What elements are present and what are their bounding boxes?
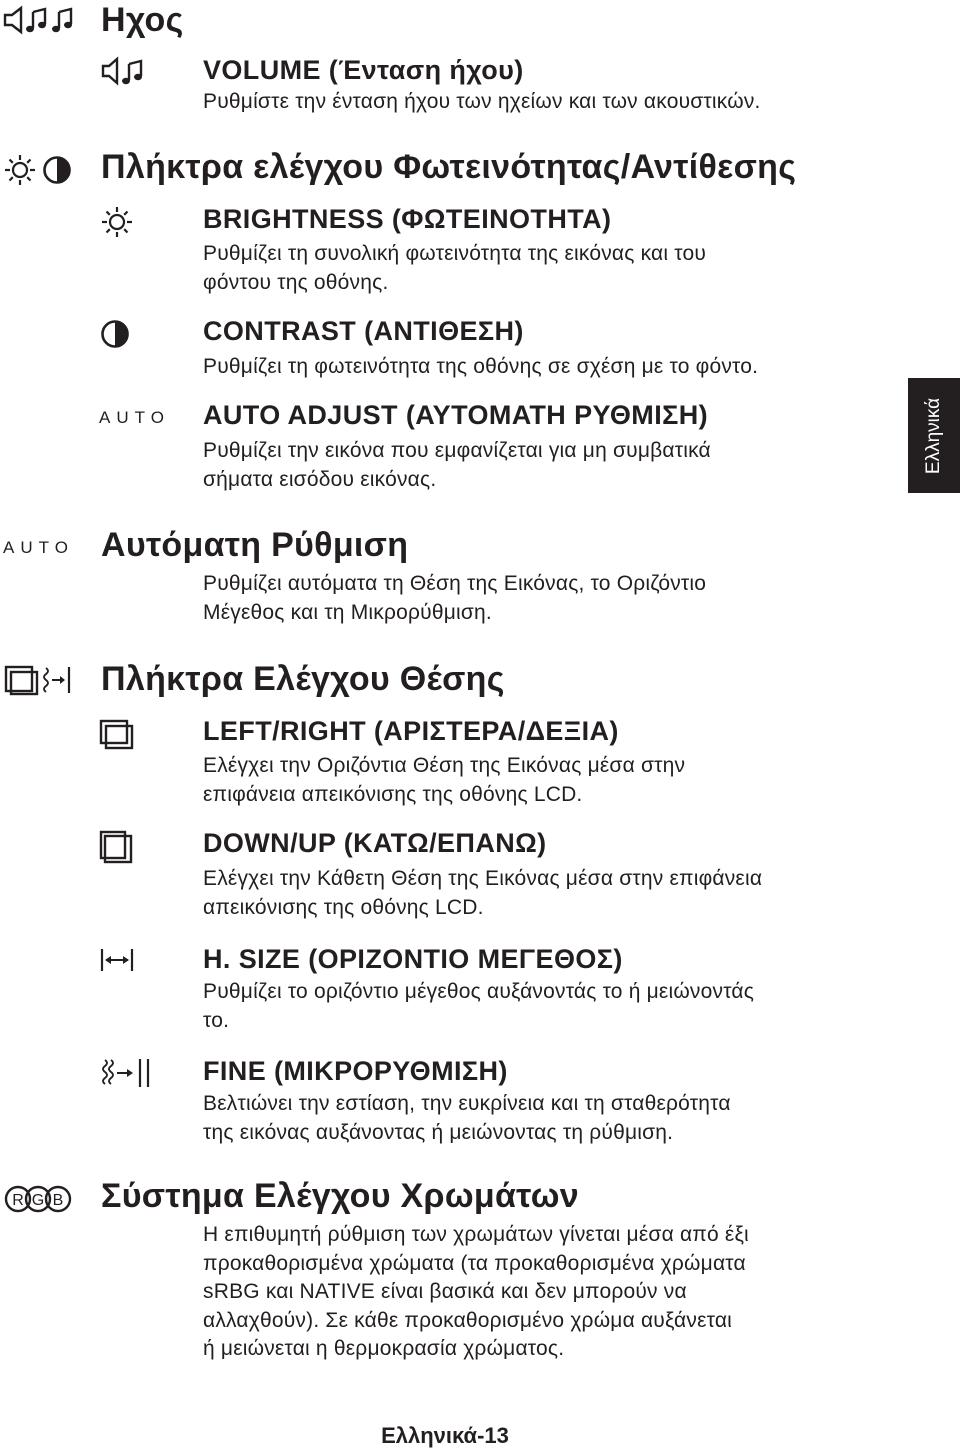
auto-adjust-description: Ρυθμίζει την εικόνα που εμφανίζεται για μη συμβατικά σήματα εισόδου εικόνας. <box>203 439 711 491</box>
section-title-auto: Αυτόματη Ρύθμιση <box>101 526 409 564</box>
speaker-music-icon <box>3 4 85 36</box>
section-title-brightness-contrast: Πλήκτρα ελέγχου Φωτεινότητας/Αντίθεσης <box>101 148 797 186</box>
volume-description: Ρυθμίστε την ένταση ήχου των ηχείων και των ακουστικών. <box>203 90 761 113</box>
contrast-title: CONTRAST (ΑΝΤΙΘΕΣΗ) <box>203 316 524 346</box>
color-description: Η επιθυμητή ρύθμιση των χρωμάτων γίνεται μέσα από έξι προκαθορισμένα χρώματα (τα προκαθορισμένα χρώματα sRBG και NATIVE είναι βασικά και δεν μπορούν να αλλαχθούν). Σε κάθε προκαθορισμένο χρώμα αυξάνεται ή μειώνεται η θερμοκρασία χρώματος. <box>203 1223 749 1360</box>
double-arrow-icon <box>100 946 136 974</box>
left-right-description: Ελέγχει την Οριζόντια Θέση της Εικόνας μέσα στην επιφάνεια απεικόνισης της οθόνης LCD. <box>203 754 686 806</box>
sun-icon <box>100 205 134 239</box>
half-circle-icon <box>100 319 130 349</box>
language-side-tab <box>908 378 960 493</box>
down-up-description: Ελέγχει την Κάθετη Θέση της Εικόνας μέσα στην επιφάνεια απεικόνισης της οθόνης LCD. <box>203 867 763 919</box>
brightness-description: Ρυθμίζει τη συνολική φωτεινότητα της εικόνας και του φόντου της οθόνης. <box>203 242 707 294</box>
section-title-sound: Ηχος <box>101 1 184 39</box>
page-footer: Ελληνικά-13 <box>381 1423 509 1448</box>
section-title-color: Σύστημα Ελέγχου Χρωμάτων <box>101 1177 579 1215</box>
hsize-title: H. SIZE (ΟΡΙΖΟΝΤΙΟ ΜΕΓΕΘΟΣ) <box>203 944 623 974</box>
fine-title: FINE (ΜΙΚΡΟΡΥΘΜΙΣΗ) <box>203 1056 508 1086</box>
left-right-title: LEFT/RIGHT (ΑΡΙΣΤΕΡΑ/ΔΕΞΙΑ) <box>203 716 619 746</box>
frame-horizontal-icon <box>99 719 135 751</box>
frame-vertical-icon <box>99 830 135 864</box>
volume-icon <box>101 56 155 86</box>
svg-text:R: R <box>12 1192 24 1209</box>
auto-section-icon: AUTO <box>3 538 74 557</box>
auto-text-icon: AUTO <box>99 408 170 427</box>
position-frame-icon <box>4 663 76 697</box>
sun-half-circle-icon <box>3 153 73 187</box>
volume-title: VOLUME (Ένταση ήχου) <box>203 55 524 85</box>
fine-description: Βελτιώνει την εστίαση, την ευκρίνεια και τη σταθερότητα της εικόνας αυξάνοντας ή μειώνοντας τη ρύθμιση. <box>203 1092 731 1144</box>
wave-arrow-bars-icon <box>101 1057 155 1089</box>
hsize-description: Ρυθμίζει το οριζόντιο μέγεθος αυξάνοντάς το ή μειώνοντάς το. <box>203 980 755 1032</box>
section-title-position: Πλήκτρα Ελέγχου Θέσης <box>101 660 505 698</box>
auto-description: Ρυθμίζει αυτόματα τη Θέση της Εικόνας, το Οριζόντιο Μέγεθος και τη Μικρορύθμιση. <box>203 572 707 624</box>
contrast-description: Ρυθμίζει τη φωτεινότητα της οθόνης σε σχέση με το φόντο. <box>203 355 759 378</box>
svg-text:B: B <box>52 1192 64 1209</box>
brightness-title: BRIGHTNESS (ΦΩΤΕΙΝΟΤΗΤΑ) <box>203 204 612 234</box>
language-side-tab-label: Ελληνικά <box>923 397 944 474</box>
rgb-circles-icon <box>3 1184 73 1214</box>
auto-adjust-title: AUTO ADJUST (ΑΥΤΟΜΑΤΗ ΡΥΘΜΙΣΗ) <box>203 400 708 430</box>
svg-text:G: G <box>31 1192 45 1209</box>
down-up-title: DOWN/UP (ΚΑΤΩ/ΕΠΑΝΩ) <box>203 828 547 858</box>
